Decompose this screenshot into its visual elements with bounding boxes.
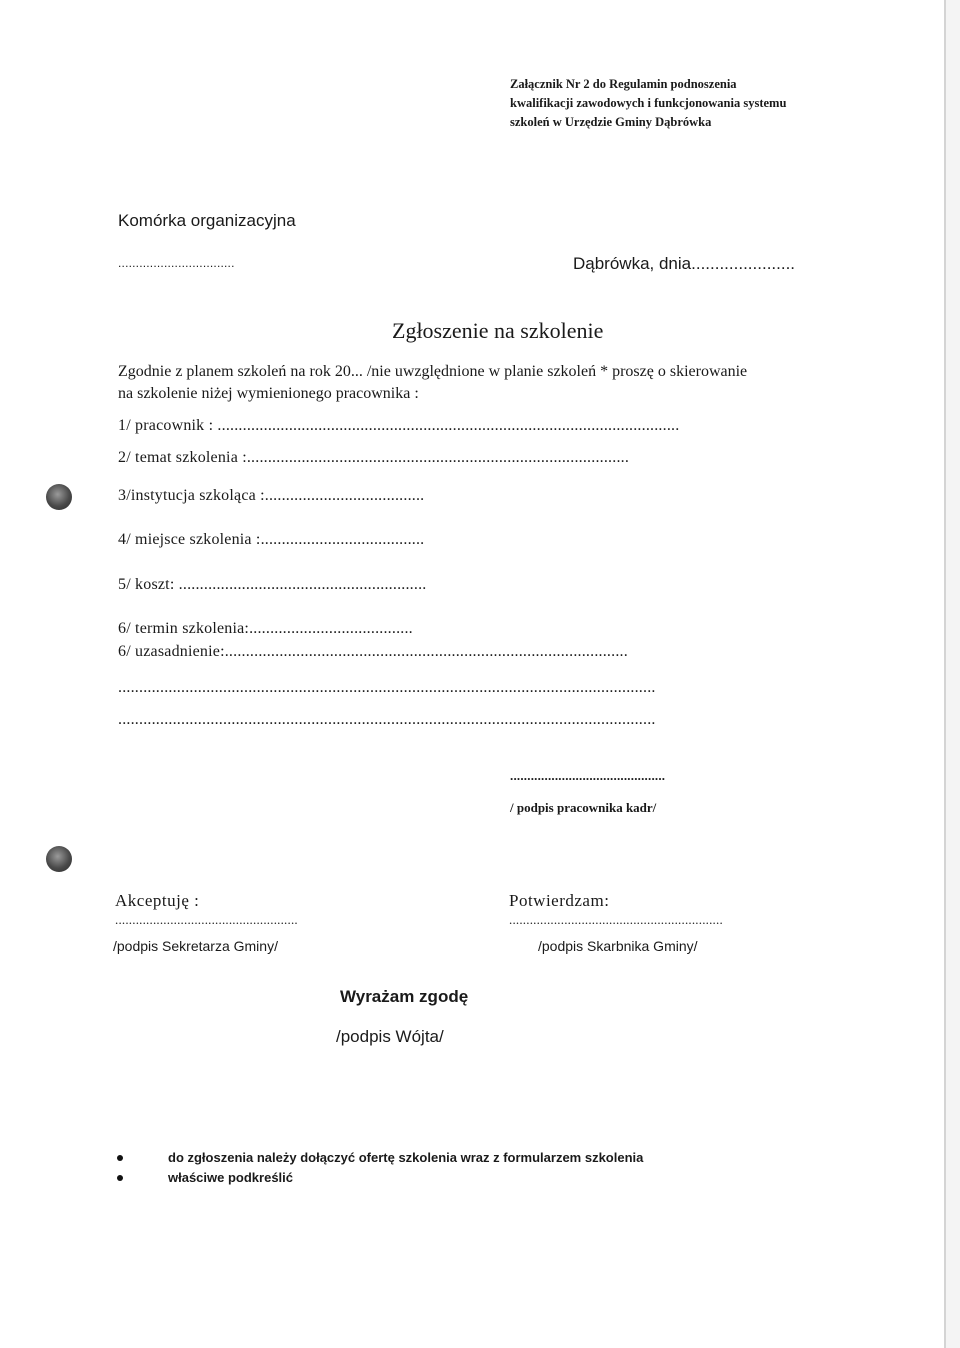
annex-line-2: kwalifikacji zawodowych i funkcjonowania systemu <box>510 96 787 110</box>
field-date: 6/ termin szkolenia:....................................... <box>118 620 413 637</box>
accept-dots: ..................................................... <box>115 912 298 927</box>
field-location: 4/ miejsce szkolenia :....................................... <box>118 531 425 548</box>
page-edge-line <box>944 0 946 1348</box>
confirm-dots: .............................................................. <box>509 912 723 927</box>
unit-dots: ................................. <box>118 256 235 270</box>
page-edge-shadow <box>946 0 960 1348</box>
unit-label: Komórka organizacyjna <box>118 211 296 230</box>
accept-caption: /podpis Sekretarza Gminy/ <box>113 938 278 954</box>
punch-hole-top <box>46 484 72 510</box>
field-employee: 1/ pracownik : .............................................................................................................. <box>118 417 680 434</box>
justification-line-3: ................................................................................................................................ <box>118 711 656 728</box>
note-1: do zgłoszenia należy dołączyć ofertę szkolenia wraz z formularzem szkolenia <box>168 1150 644 1165</box>
annex-line-3: szkoleń w Urzędzie Gminy Dąbrówka <box>510 115 712 129</box>
field-training-topic: 2/ temat szkolenia :........................................................................................... <box>118 449 630 466</box>
confirm-caption: /podpis Skarbnika Gminy/ <box>538 938 698 954</box>
field-justification: 6/ uzasadnienie:................................................................................................ <box>118 643 628 660</box>
hr-signature-dots: ............................................. <box>510 768 666 783</box>
field-cost: 5/ koszt: ........................................................... <box>118 576 427 593</box>
justification-line-2: ................................................................................................................................ <box>118 679 656 696</box>
consent-caption: /podpis Wójta/ <box>336 1027 444 1046</box>
consent-label: Wyrażam zgodę <box>340 987 469 1006</box>
page-title: Zgłoszenie na szkolenie <box>392 318 604 343</box>
confirm-label: Potwierdzam: <box>509 891 610 910</box>
accept-label: Akceptuję : <box>115 891 200 910</box>
intro-line-2: na szkolenie niżej wymienionego pracownika : <box>118 385 419 402</box>
punch-hole-bottom <box>46 846 72 872</box>
field-institution: 3/instytucja szkoląca :...................................... <box>118 487 425 504</box>
intro-line-1: Zgodnie z planem szkoleń na rok 20... /nie uwzględnione w planie szkoleń * proszę o skierowanie <box>118 363 748 380</box>
annex-line-1: Załącznik Nr 2 do Regulamin podnoszenia <box>510 77 737 91</box>
place-date: Dąbrówka, dnia...................... <box>573 254 796 273</box>
hr-signature-label: / podpis pracownika kadr/ <box>510 800 657 815</box>
note-bullet-1 <box>117 1155 123 1161</box>
note-2: właściwe podkreślić <box>168 1170 294 1185</box>
note-bullet-2 <box>117 1175 123 1181</box>
